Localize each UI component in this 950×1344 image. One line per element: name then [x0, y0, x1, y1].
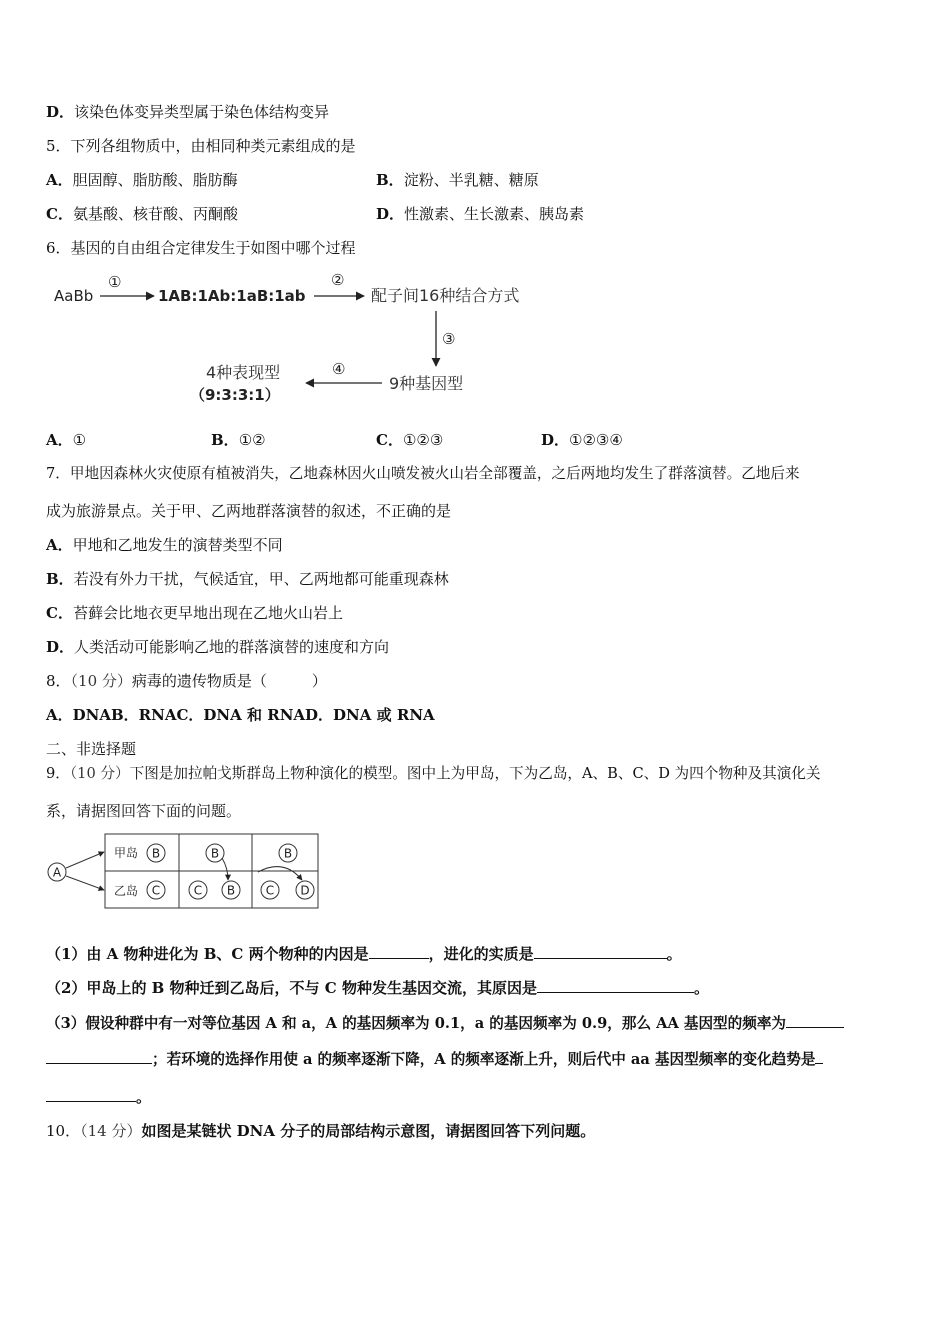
species-c-label: C — [193, 883, 203, 898]
species-a-label: A — [52, 865, 62, 880]
sub2-end: 。 — [693, 979, 709, 997]
q6-option-d — [541, 430, 623, 450]
diagram-phenotypes: 4种表现型 — [206, 363, 281, 382]
species-b-label: B — [283, 846, 293, 861]
q7-option-a — [46, 535, 283, 555]
option-letter: A． — [46, 536, 73, 554]
q6-stem: 6．基因的自由组合定律发生于如图中哪个过程 — [46, 239, 356, 257]
option-letter: A． — [46, 431, 73, 449]
answer-blank[interactable] — [815, 1049, 823, 1064]
species-c-label: C — [151, 883, 161, 898]
species-b-label: B — [151, 846, 161, 861]
sub3-mid: ；若环境的选择作用使 a 的频率逐渐下降，A 的频率逐渐上升，则后代中 aa 基因型频率的变化趋势是 — [152, 1051, 816, 1068]
option-letter: D． — [541, 431, 570, 449]
option-letter: D． — [376, 205, 405, 223]
q5-option-c — [46, 204, 238, 224]
q9-sub1 — [46, 944, 682, 964]
answer-blank[interactable] — [46, 1049, 152, 1064]
label-step2: ② — [331, 271, 345, 289]
option-letter: B． — [211, 431, 239, 449]
option-text: ① — [72, 431, 87, 449]
q7-stem-line2: 成为旅游景点。关于甲、乙两地群落演替的叙述，不正确的是 — [46, 502, 452, 520]
option-text: 氨基酸、核苷酸、丙酮酸 — [72, 205, 238, 223]
option-letter: B． — [376, 171, 404, 189]
q9-sub3-line3 — [46, 1087, 151, 1107]
option-text: 人类活动可能影响乙地的群落演替的速度和方向 — [74, 638, 390, 656]
option-letter: B． — [46, 570, 74, 588]
species-b-label: B — [226, 883, 236, 898]
q7-option-c — [46, 603, 343, 623]
option-letter: D． — [46, 638, 75, 656]
answer-blank[interactable] — [534, 944, 667, 959]
option-letter: A． — [46, 171, 73, 189]
question-text: 下图是加拉帕戈斯群岛上物种演化的模型。图中上为甲岛，下为乙岛，A、B、C、D 为四个物种及其演化关 — [129, 765, 821, 782]
option-text: 胆固醇、脂肪酸、脂肪酶 — [72, 171, 238, 189]
option-letter: C． — [376, 431, 403, 449]
label-step3: ③ — [442, 330, 456, 348]
question-number: 8． — [46, 672, 71, 690]
answer-blank[interactable] — [786, 1013, 844, 1028]
arrow-b-migration — [222, 858, 228, 880]
diagram-genotypes: 9种基因型 — [389, 374, 464, 393]
q9-sub3-line2 — [46, 1049, 823, 1070]
q9-sub3-line1 — [46, 1013, 844, 1034]
question-score: （10 分） — [69, 765, 130, 782]
island-bottom-label: 乙岛 — [114, 884, 139, 898]
sub1-mid: ，进化的实质是 — [428, 945, 534, 963]
answer-blank[interactable] — [537, 978, 694, 993]
question-text: 病毒的遗传物质是（ ） — [131, 672, 327, 690]
sub3-end: 。 — [136, 1088, 152, 1106]
question-score: （10 分） — [70, 672, 132, 690]
q6-option-a — [46, 430, 86, 450]
question-text: 如图是某链状 DNA 分子的局部结构示意图，请据图回答下列问题。 — [141, 1122, 596, 1140]
option-text: 若没有外力干扰，气候适宜，甲、乙两地都可能重现森林 — [73, 570, 449, 588]
option-text: 该染色体变异类型属于染色体结构变异 — [74, 103, 330, 121]
q10-stem — [46, 1121, 595, 1141]
section-heading: 二、非选择题 — [46, 740, 137, 758]
q6-option-c — [376, 430, 443, 450]
question-number: 10． — [46, 1122, 81, 1140]
q8-options: A．DNAB．RNAC．DNA 和 RNAD．DNA 或 RNA — [46, 706, 435, 724]
question-score: （14 分） — [80, 1122, 142, 1140]
answer-blank[interactable] — [369, 944, 429, 959]
question-number: 9． — [46, 765, 70, 782]
arrow-b-to-d — [258, 867, 302, 880]
diagram-aabb: AaBb — [54, 287, 94, 305]
q9-evolution-diagram — [44, 830, 324, 912]
arrow-a-to-top — [66, 852, 104, 868]
option-text: ①②③④ — [569, 431, 623, 449]
sub1-prefix: （1）由 A 物种进化为 B、C 两个物种的内因是 — [46, 945, 369, 963]
q7-option-b — [46, 569, 449, 589]
option-letter: C． — [46, 205, 73, 223]
arrow-a-to-bottom — [66, 876, 104, 890]
option-text: 性激素、生长激素、胰岛素 — [404, 205, 585, 223]
q7-option-d — [46, 637, 389, 657]
species-c-label: C — [265, 883, 275, 898]
diagram-combinations: 配子间16种结合方式 — [371, 286, 520, 305]
option-letter: D． — [46, 103, 75, 121]
q5-stem: 5．下列各组物质中，由相同种类元素组成的是 — [46, 137, 356, 155]
q9-stem-line1 — [46, 764, 821, 784]
q8-stem — [46, 671, 327, 691]
q4-option-d — [46, 102, 329, 122]
sub1-end: 。 — [666, 945, 682, 963]
q5-option-b — [376, 170, 539, 190]
sub2-prefix: （2）甲岛上的 B 物种迁到乙岛后，不与 C 物种发生基因交流，其原因是 — [46, 979, 537, 997]
q6-option-b — [211, 430, 266, 450]
q7-stem-line1: 7．甲地因森林火灾使原有植被消失，乙地森林因火山喷发被火山岩全部覆盖，之后两地均发生了群落演替。乙地后来 — [46, 465, 800, 482]
option-text: ①②③ — [402, 431, 444, 449]
diagram-gametes: 1AB:1Ab:1aB:1ab — [158, 287, 306, 305]
island-top-label: 甲岛 — [114, 846, 139, 860]
diagram-ratio: （9:3:3:1） — [190, 386, 280, 404]
q9-stem-line2: 系，请据图回答下面的问题。 — [46, 802, 242, 820]
option-text: 苔藓会比地衣更早地出现在乙地火山岩上 — [72, 604, 343, 622]
answer-blank[interactable] — [46, 1087, 136, 1102]
label-step4: ④ — [332, 360, 346, 378]
q9-sub2 — [46, 978, 709, 998]
q5-option-a — [46, 170, 238, 190]
species-d-label: D — [300, 883, 310, 898]
option-text: 淀粉、半乳糖、糖原 — [403, 171, 539, 189]
option-text: ①② — [238, 431, 266, 449]
label-step1: ① — [108, 273, 122, 291]
sub3-text: （3）假设种群中有一对等位基因 A 和 a，A 的基因频率为 0.1，a 的基因频率为 0.9，那么 AA 基因型的频率为 — [46, 1015, 787, 1032]
q5-option-d — [376, 204, 584, 224]
option-letter: C． — [46, 604, 73, 622]
species-b-label: B — [210, 846, 220, 861]
option-text: 甲地和乙地发生的演替类型不同 — [72, 536, 283, 554]
q6-process-diagram — [46, 266, 566, 416]
